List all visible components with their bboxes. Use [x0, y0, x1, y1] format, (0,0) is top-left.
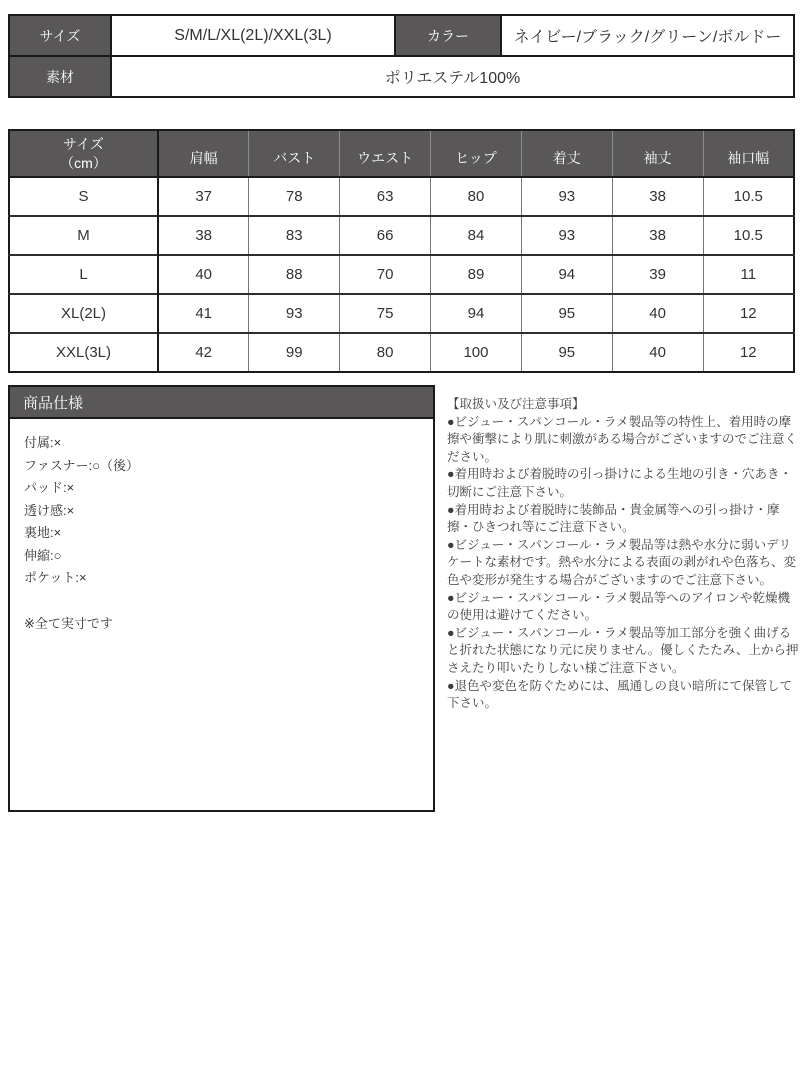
- size-chart-corner-header: [9, 130, 158, 177]
- size-cell: 66: [340, 216, 431, 255]
- info-row-material: [9, 56, 794, 97]
- size-chart-col-header: [703, 130, 794, 177]
- size-chart-col-header-label: バスト: [273, 150, 316, 166]
- size-row-label: M: [9, 216, 158, 255]
- size-row-label: L: [9, 255, 158, 294]
- spec-item: パッド:×: [24, 480, 75, 495]
- product-spec-list: [10, 419, 433, 635]
- size-cell: 89: [431, 255, 522, 294]
- info-size-label: サイズ: [9, 15, 111, 56]
- size-cell: 80: [431, 177, 522, 216]
- size-chart-col-header-label: 肩幅: [189, 150, 218, 166]
- size-cell: 94: [431, 294, 522, 333]
- corner-header-line1: サイズ: [63, 135, 104, 152]
- size-cell: 40: [612, 333, 703, 372]
- spec-item: 付属:×: [24, 435, 62, 450]
- size-cell: 42: [158, 333, 249, 372]
- size-chart-row: [9, 294, 794, 333]
- size-cell: 100: [431, 333, 522, 372]
- size-row-label: XXL(3L): [9, 333, 158, 372]
- size-chart-row: [9, 333, 794, 372]
- size-cell: 40: [158, 255, 249, 294]
- size-chart-col-header: [158, 130, 249, 177]
- size-cell: 93: [249, 294, 340, 333]
- size-cell: 99: [249, 333, 340, 372]
- size-chart-col-header-label: ウエスト: [357, 150, 414, 166]
- size-cell: 84: [431, 216, 522, 255]
- precaution-item: ●ビジュー・スパンコール・ラメ製品等加工部分を強く曲げると折れた状態になり元に戻りません。優しくたたみ、上から押さえたり叩いたりしない様ご注意下さい。: [447, 625, 799, 675]
- info-color-value: ネイビー/ブラック/グリーン/ボルドー: [501, 15, 794, 56]
- info-row-size-color: [9, 15, 794, 56]
- size-cell: 10.5: [703, 177, 794, 216]
- spec-note: ※全て実寸です: [24, 615, 113, 631]
- info-material-value: ポリエステル100%: [111, 56, 794, 97]
- size-chart-row: [9, 255, 794, 294]
- size-cell: 93: [521, 177, 612, 216]
- info-color-label: カラー: [395, 15, 501, 56]
- size-cell: 37: [158, 177, 249, 216]
- precaution-item: ●ビジュー・スパンコール・ラメ製品等は熱や水分に弱いデリケートな素材です。熱や水分による表面の剥がれや色落ち、変色や変形が発生する場合がございますのでご注意下さい。: [447, 537, 797, 587]
- size-cell: 12: [703, 333, 794, 372]
- precautions-title: 【取扱い及び注意事項】: [447, 397, 585, 411]
- size-cell: 63: [340, 177, 431, 216]
- size-cell: 78: [249, 177, 340, 216]
- spec-item: ファスナー:○（後）: [24, 457, 139, 473]
- size-cell: 40: [612, 294, 703, 333]
- size-cell: 39: [612, 255, 703, 294]
- size-cell: 70: [340, 255, 431, 294]
- size-chart-header-row: [9, 130, 794, 177]
- precaution-item: ●ビジュー・スパンコール・ラメ製品等へのアイロンや乾燥機の使用は避けてください。: [447, 590, 791, 623]
- info-table: [8, 14, 795, 98]
- precaution-item: ●着用時および着脱時に装飾品・貴金属等への引っ掛け・摩擦・ひきつれ等にご注意下さい。: [447, 502, 780, 535]
- product-spec-title: 商品仕様: [10, 387, 433, 419]
- size-chart-row: [9, 177, 794, 216]
- precautions-section: [447, 396, 799, 713]
- size-chart-col-header: [612, 130, 703, 177]
- size-cell: 75: [340, 294, 431, 333]
- size-cell: 11: [703, 255, 794, 294]
- size-cell: 38: [612, 216, 703, 255]
- precaution-item: ●ビジュー・スパンコール・ラメ製品等の特性上、着用時の摩擦や衝撃により肌に刺激がある場合がございますのでご注意ください。: [447, 414, 798, 464]
- size-cell: 83: [249, 216, 340, 255]
- size-chart-col-header: [249, 130, 340, 177]
- size-cell: 41: [158, 294, 249, 333]
- info-material-label: 素材: [9, 56, 111, 97]
- size-cell: 93: [521, 216, 612, 255]
- size-row-label: XL(2L): [9, 294, 158, 333]
- size-chart-col-header: [431, 130, 522, 177]
- corner-header-line2: （cm）: [60, 154, 107, 171]
- spec-item: 透け感:×: [24, 502, 75, 518]
- size-chart-col-header-label: ヒップ: [455, 150, 497, 166]
- size-chart-col-header-label: 着丈: [552, 150, 581, 166]
- size-cell: 95: [521, 294, 612, 333]
- size-chart-row: [9, 216, 794, 255]
- size-cell: 38: [612, 177, 703, 216]
- size-chart-table: [8, 129, 795, 373]
- product-spec-box: [8, 385, 435, 812]
- precautions-list: [447, 414, 799, 713]
- size-chart-col-header-label: 袖口幅: [727, 150, 770, 166]
- size-cell: 12: [703, 294, 794, 333]
- size-cell: 88: [249, 255, 340, 294]
- spec-item: 伸縮:○: [24, 547, 62, 563]
- spec-item: ポケット:×: [24, 570, 87, 585]
- precaution-item: ●退色や変色を防ぐためには、風通しの良い暗所にて保管して下さい。: [447, 678, 793, 711]
- size-chart-body: [9, 177, 794, 372]
- precaution-item: ●着用時および着脱時の引っ掛けによる生地の引き・穴あき・切断にご注意下さい。: [447, 467, 793, 499]
- size-cell: 80: [340, 333, 431, 372]
- size-chart-col-header: [521, 130, 612, 177]
- size-cell: 95: [521, 333, 612, 372]
- info-size-value: S/M/L/XL(2L)/XXL(3L): [111, 15, 395, 56]
- spec-item: 裏地:×: [24, 525, 62, 540]
- size-cell: 94: [521, 255, 612, 294]
- size-chart-col-header-label: 袖丈: [643, 150, 672, 166]
- size-chart-col-header: [340, 130, 431, 177]
- size-cell: 38: [158, 216, 249, 255]
- size-cell: 10.5: [703, 216, 794, 255]
- size-row-label: S: [9, 177, 158, 216]
